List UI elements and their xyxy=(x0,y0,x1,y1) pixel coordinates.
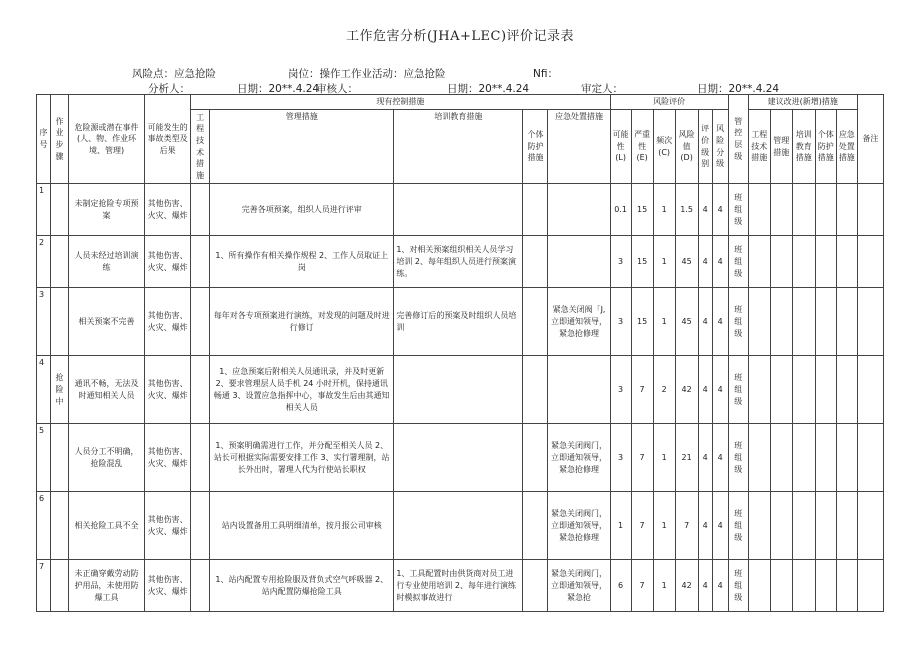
row-grade: 4 xyxy=(712,356,728,424)
row-suggestion-cell xyxy=(815,356,836,424)
row-suggestion-cell xyxy=(748,184,770,236)
row-training xyxy=(394,356,523,424)
row-suggestion-cell xyxy=(770,356,792,424)
row-engineering xyxy=(191,184,210,236)
row-suggestion-cell xyxy=(748,356,770,424)
row-management: 1、预案明确需进行工作，并分配至相关人员 2、站长可根据实际需要安排工作 3、实行署理制，站长外出时，署理人代为行使站长职权 xyxy=(210,424,394,492)
row-emergency xyxy=(548,236,610,288)
row-suggestion-cell xyxy=(748,236,770,288)
row-e: 15 xyxy=(631,236,653,288)
approver-label: 审定人： xyxy=(581,83,623,95)
page-title: 工作危害分析(JHA+LEC)评价记录表 xyxy=(345,29,575,44)
row-ppe xyxy=(523,424,548,492)
row-suggestion-cell xyxy=(748,288,770,356)
jha-table xyxy=(36,94,884,612)
row-training: 1、工具配置时由供货商对员工进行专业使用培训 2、每年进行演练时模拟事故进行 xyxy=(394,560,523,612)
row-e: 7 xyxy=(631,356,653,424)
row-suggestion-cell xyxy=(792,356,815,424)
row-remark xyxy=(857,356,883,424)
reviewer-label: 审核人： xyxy=(316,83,358,95)
row-step xyxy=(51,424,69,492)
row-remark xyxy=(857,492,883,560)
table-row xyxy=(37,560,884,612)
row-training: 完善修订后的预案及时组织人员培训 xyxy=(394,288,523,356)
row-suggestion-cell xyxy=(836,356,857,424)
row-l: 3 xyxy=(610,356,631,424)
row-ppe xyxy=(523,560,548,612)
header-emergency: 应急处置措施 xyxy=(548,110,610,184)
row-l: 0.1 xyxy=(610,184,631,236)
row-step xyxy=(51,492,69,560)
row-suggestion-cell xyxy=(815,492,836,560)
row-l: 3 xyxy=(610,424,631,492)
header-consequence: 可能发生的事故类型及后果 xyxy=(145,95,191,184)
row-grade: 4 xyxy=(712,560,728,612)
row-control-level: 班组级 xyxy=(728,288,748,356)
row-d: 21 xyxy=(675,424,698,492)
row-remark xyxy=(857,424,883,492)
row-suggestion-cell xyxy=(770,560,792,612)
row-level: 4 xyxy=(698,424,712,492)
row-consequence: 其他伤害、火灾、爆炸 xyxy=(145,560,191,612)
row-engineering xyxy=(191,356,210,424)
row-engineering xyxy=(191,236,210,288)
analyst-date: 日期：20**.4.24 xyxy=(237,83,320,95)
table-row xyxy=(37,288,884,356)
row-d: 42 xyxy=(675,560,698,612)
row-l: 6 xyxy=(610,560,631,612)
header-c: 频次(C) xyxy=(653,110,675,184)
header-existing-controls: 现有控制措施 xyxy=(191,95,610,110)
row-management: 1、所有操作有相关操作规程 2、工作人员取证上岗 xyxy=(210,236,394,288)
row-grade: 4 xyxy=(712,288,728,356)
header-engineering: 工程技术措施 xyxy=(191,110,210,184)
row-training xyxy=(394,424,523,492)
header-s-emergency: 应急处置措施 xyxy=(836,110,857,184)
table-row xyxy=(37,184,884,236)
header-s-ppe: 个体防护措施 xyxy=(815,110,836,184)
row-consequence: 其他伤害、火灾、爆炸 xyxy=(145,236,191,288)
reviewer-date: 日期：20**.4.24 xyxy=(447,83,530,95)
row-suggestion-cell xyxy=(770,236,792,288)
row-grade: 4 xyxy=(712,492,728,560)
row-training: 1、对相关预案组织相关人员学习培训 2、每年组织人员进行预案演练。 xyxy=(394,236,523,288)
row-suggestion-cell xyxy=(815,236,836,288)
row-d: 45 xyxy=(675,288,698,356)
row-l: 3 xyxy=(610,236,631,288)
row-c: 1 xyxy=(653,492,675,560)
row-step: 抢险中 xyxy=(51,356,69,424)
row-hazard: 人员未经过培训演练 xyxy=(69,236,145,288)
row-suggestion-cell xyxy=(748,560,770,612)
header-e: 严重性(E) xyxy=(631,110,653,184)
row-c: 1 xyxy=(653,560,675,612)
header-step: 作业步骤 xyxy=(51,95,69,184)
header-d: 风险值(D) xyxy=(675,110,698,184)
row-control-level: 班组级 xyxy=(728,356,748,424)
row-suggestion-cell xyxy=(792,288,815,356)
row-c: 2 xyxy=(653,356,675,424)
row-suggestion-cell xyxy=(815,560,836,612)
row-engineering xyxy=(191,492,210,560)
row-e: 15 xyxy=(631,184,653,236)
row-suggestion-cell xyxy=(792,184,815,236)
header-seq: 序号 xyxy=(37,95,51,184)
row-ppe xyxy=(523,184,548,236)
row-suggestion-cell xyxy=(836,560,857,612)
row-number: 1 xyxy=(37,184,51,236)
row-suggestion-cell xyxy=(792,236,815,288)
row-consequence: 其他伤害、火灾、爆炸 xyxy=(145,424,191,492)
row-consequence: 其他伤害、火灾、爆炸 xyxy=(145,492,191,560)
row-d: 42 xyxy=(675,356,698,424)
row-suggestion-cell xyxy=(792,424,815,492)
row-level: 4 xyxy=(698,184,712,236)
row-level: 4 xyxy=(698,492,712,560)
row-suggestion-cell xyxy=(792,560,815,612)
row-management: 1、站内配置专用抢险服及背负式空气呼吸器 2、站内配置防爆抢险工具 xyxy=(210,560,394,612)
row-emergency: 紧急关闭阀门，立即通知领导，紧急抢 xyxy=(548,560,610,612)
row-consequence: 其他伤害、火灾、爆炸 xyxy=(145,288,191,356)
row-step xyxy=(51,236,69,288)
row-ppe xyxy=(523,236,548,288)
row-engineering xyxy=(191,288,210,356)
header-suggestions: 建议改进(新增)措施 xyxy=(748,95,857,110)
row-number: 4 xyxy=(37,356,51,424)
row-emergency: 紧急关闭阀「J,立即通知领导，紧急抢修理 xyxy=(548,288,610,356)
row-d: 7 xyxy=(675,492,698,560)
row-step xyxy=(51,560,69,612)
approver-date: 日期：20**.4.24 xyxy=(697,83,780,95)
row-consequence: 其他伤害、火灾、爆炸 xyxy=(145,184,191,236)
row-consequence: 其他伤害、火灾、爆炸 xyxy=(145,356,191,424)
table-row xyxy=(37,492,884,560)
row-control-level: 班组级 xyxy=(728,492,748,560)
header-s-training: 培训教育措施 xyxy=(792,110,815,184)
row-grade: 4 xyxy=(712,184,728,236)
row-suggestion-cell xyxy=(770,492,792,560)
row-e: 7 xyxy=(631,424,653,492)
row-suggestion-cell xyxy=(770,184,792,236)
row-number: 3 xyxy=(37,288,51,356)
row-grade: 4 xyxy=(712,424,728,492)
nfi-label: Nfi： xyxy=(533,68,558,80)
header-l: 可能性(L) xyxy=(610,110,631,184)
row-hazard: 相关抢险工具不全 xyxy=(69,492,145,560)
row-number: 6 xyxy=(37,492,51,560)
row-emergency xyxy=(548,184,610,236)
header-remark: 备注 xyxy=(857,95,883,184)
row-emergency xyxy=(548,356,610,424)
row-ppe xyxy=(523,288,548,356)
row-e: 15 xyxy=(631,288,653,356)
post-label: 岗位：操作工作业活动：应急抢险 xyxy=(288,68,446,80)
row-suggestion-cell xyxy=(748,492,770,560)
row-hazard: 通讯不畅，无法及时通知相关人员 xyxy=(69,356,145,424)
row-suggestion-cell xyxy=(836,424,857,492)
row-ppe xyxy=(523,492,548,560)
row-level: 4 xyxy=(698,288,712,356)
row-management: 1、应急预案后附相关人员通讯录，并及时更新 2、要求管理层人员手机 24 小时开机，保持通讯畅通 3、设置应急指挥中心，事故发生后由其通知相关人员 xyxy=(210,356,394,424)
row-suggestion-cell xyxy=(815,424,836,492)
row-c: 1 xyxy=(653,424,675,492)
header-management: 管理措施 xyxy=(210,110,394,184)
row-management: 站内设置备用工具明细清单，按月报公司审核 xyxy=(210,492,394,560)
row-training xyxy=(394,492,523,560)
row-control-level: 班组级 xyxy=(728,560,748,612)
row-suggestion-cell xyxy=(836,288,857,356)
row-grade: 4 xyxy=(712,236,728,288)
row-remark xyxy=(857,184,883,236)
table-row xyxy=(37,424,884,492)
row-suggestion-cell xyxy=(815,184,836,236)
row-ppe xyxy=(523,356,548,424)
table-row xyxy=(37,356,884,424)
row-level: 4 xyxy=(698,356,712,424)
header-ppe: 个体防护措施 xyxy=(523,110,548,184)
row-management: 完善各项预案，组织人员进行评审 xyxy=(210,184,394,236)
header-control-level: 管控层级 xyxy=(728,95,748,184)
row-level: 4 xyxy=(698,560,712,612)
row-hazard: 未制定抢险专项预案 xyxy=(69,184,145,236)
header-training: 培训教育措施 xyxy=(394,110,523,184)
header-risk-evaluation: 风险评价 xyxy=(610,95,728,110)
row-number: 2 xyxy=(37,236,51,288)
row-suggestion-cell xyxy=(770,424,792,492)
row-l: 1 xyxy=(610,492,631,560)
row-hazard: 相关预案不完善 xyxy=(69,288,145,356)
row-c: 1 xyxy=(653,236,675,288)
row-control-level: 班组级 xyxy=(728,424,748,492)
row-suggestion-cell xyxy=(792,492,815,560)
header-s-management: 管理措施 xyxy=(770,110,792,184)
row-remark xyxy=(857,288,883,356)
row-remark xyxy=(857,560,883,612)
header-level: 评价级别 xyxy=(698,110,712,184)
row-e: 7 xyxy=(631,560,653,612)
header-hazard: 危险源或潜在事件(人、物、作业环境、管理) xyxy=(69,95,145,184)
row-step xyxy=(51,288,69,356)
row-c: 1 xyxy=(653,184,675,236)
row-suggestion-cell xyxy=(836,492,857,560)
row-hazard: 人员分工不明确，抢险混乱 xyxy=(69,424,145,492)
row-suggestion-cell xyxy=(836,236,857,288)
row-number: 5 xyxy=(37,424,51,492)
row-training xyxy=(394,184,523,236)
risk-point-label: 风险点：应急抢险 xyxy=(132,68,216,80)
header-grade: 风险分级 xyxy=(712,110,728,184)
row-e: 7 xyxy=(631,492,653,560)
row-level: 4 xyxy=(698,236,712,288)
row-control-level: 班组级 xyxy=(728,236,748,288)
row-control-level: 班组级 xyxy=(728,184,748,236)
row-suggestion-cell xyxy=(836,184,857,236)
header-s-engineering: 工程技术措施 xyxy=(748,110,770,184)
row-c: 1 xyxy=(653,288,675,356)
row-engineering xyxy=(191,560,210,612)
row-hazard: 未正确穿戴劳动防护用品，未使用防爆工具 xyxy=(69,560,145,612)
row-l: 3 xyxy=(610,288,631,356)
row-suggestion-cell xyxy=(770,288,792,356)
row-d: 45 xyxy=(675,236,698,288)
row-emergency: 紧急关闭阀门，立即通知领导，紧急抢修理 xyxy=(548,424,610,492)
row-d: 1.5 xyxy=(675,184,698,236)
row-engineering xyxy=(191,424,210,492)
row-suggestion-cell xyxy=(748,424,770,492)
row-remark xyxy=(857,236,883,288)
analyst-label: 分析人： xyxy=(148,83,190,95)
row-step xyxy=(51,184,69,236)
row-emergency: 紧急关闭阀门，立即通知领导，紧急抢修理 xyxy=(548,492,610,560)
row-suggestion-cell xyxy=(815,288,836,356)
row-management: 每年对各专项预案进行演练，对发现的问题及时进行修订 xyxy=(210,288,394,356)
table-row xyxy=(37,236,884,288)
row-number: 7 xyxy=(37,560,51,612)
